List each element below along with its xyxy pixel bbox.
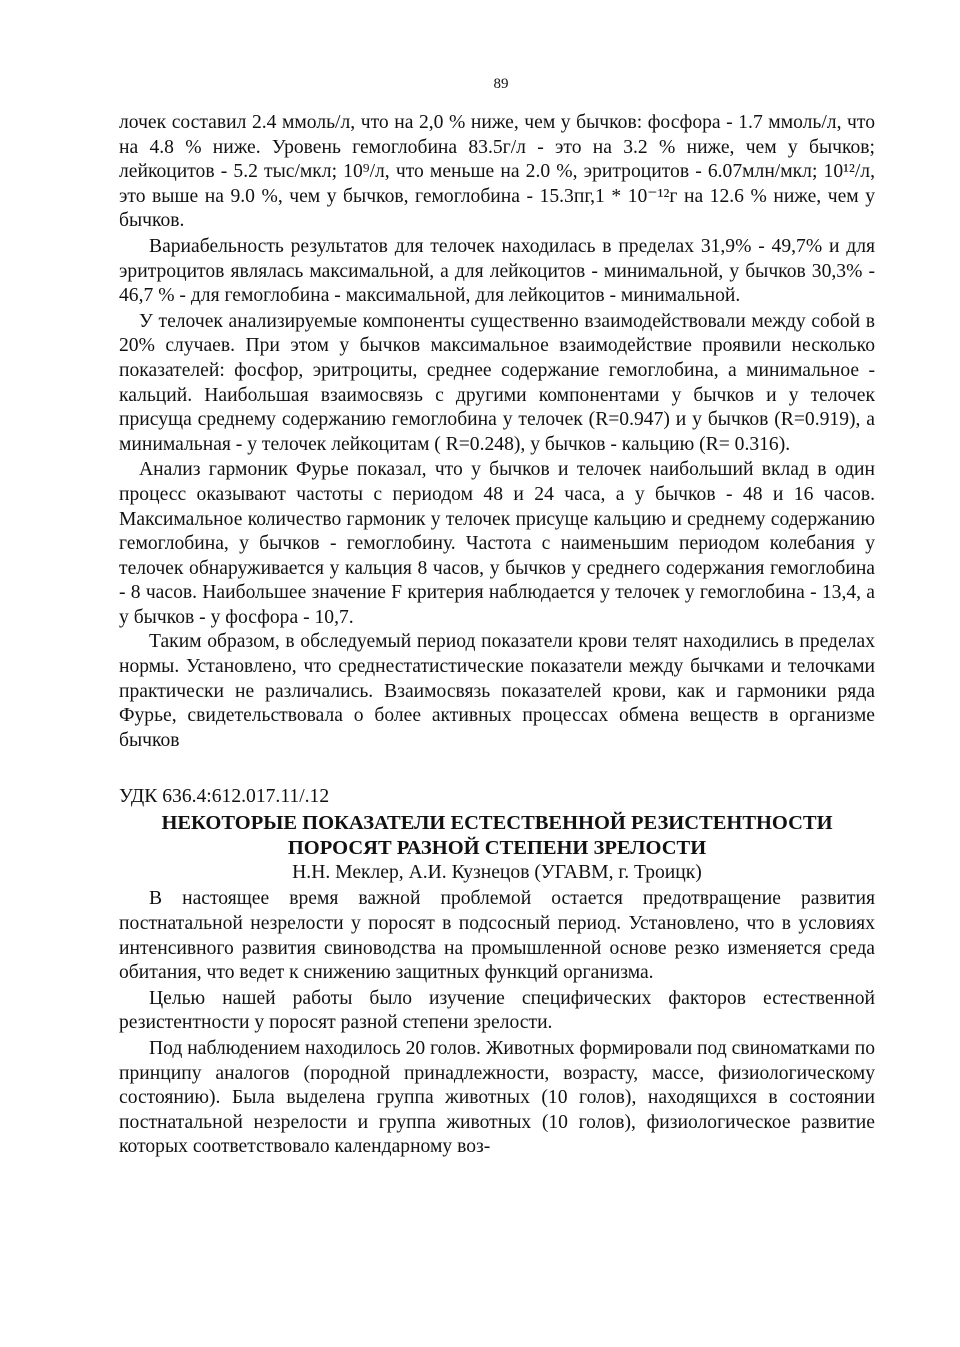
page-number: 89 xyxy=(493,76,509,92)
document-page xyxy=(119,76,875,1160)
article-paragraph-aim: Целью нашей работы было изучение специфических факторов естественной резистентности у поросят разной степени зрелости. xyxy=(119,987,875,1034)
paragraph-interaction: У телочек анализируемые компоненты существенно взаимодействовали между собой в 20% случаев. При этом у бычков максимальное взаимодействие проявили несколько показателей: фосфор, эритроциты, среднее содержание гемоглобина, а минимальное - кальций. Наибольшая взаимосвязь с другими компонентами у бычков и у телочек присуща среднему содержанию гемоглобина у телочек (R=0.947) и у бычков (R=0.919), а минимальная - у телочек лейкоцитам ( R=0.248), у бычков - кальцию (R= 0.316). xyxy=(119,310,875,455)
paragraph-variability: Вариабельность результатов для телочек находилась в пределах 31,9% - 49,7% и для эритроцитов являлась максимальной, а для лейкоцитов - минимальной, у бычков 30,3% - 46,7 % - для гемоглобина - максимальной, для лейкоцитов - минимальной. xyxy=(119,235,875,307)
paragraph-continued: лочек составил 2.4 ммоль/л, что на 2,0 % ниже, чем у бычков: фосфора - 1.7 ммоль/л, что на 4.8 % ниже. Уровень гемоглобина 83.5г/л - это на 3.2 % ниже, чем у бычков; лейкоцитов - 5.2 тыс/мкл; 10⁹/л, что меньше на 2.0 %, эритроцитов - 6.07млн/мкл; 10¹²/л, это выше на 9.0 %, чем у бычков, гемоглобина - 15.3пг,1 * 10⁻¹²г на 12.6 % ниже, чем у бычков. xyxy=(119,112,875,232)
paragraph-fourier: Анализ гармоник Фурье показал, что у бычков и телочек наибольший вклад в один процесс оказывают частоты с периодом 48 и 24 часа, а у бычков - 48 и 16 часов. Максимальное количество гармоник у телочек присуще кальцию и среднему содержанию гемоглобина, у бычков - гемоглобину. Частота с наименьшим периодом колебания у телочек обнаруживается у кальция 8 часов, у бычков у среднего содержания гемоглобина - 8 часов. Наибольшее значение F критерия наблюдается у телочек у гемоглобина - 13,4, а у бычков - у фосфора - 10,7. xyxy=(119,459,875,628)
udk-code: УДК 636.4:612.017.11/.12 xyxy=(119,786,330,808)
paragraph-conclusion: Таким образом, в обследуемый период показатели крови телят находились в пределах нормы. Установлено, что среднестатистические показатели между бычками и телочками практически не различались. Взаимосвязь показателей крови, как и гармоники ряда Фурье, свидетельствовала о более активных процессах обмена веществ в организме бычков xyxy=(119,631,875,751)
article-paragraph-method: Под наблюдением находилось 20 голов. Животных формировали под свиноматками по принципу аналогов (породной принадлежности, возрасту, массе, физиологическому состоянию). Была выделена группа животных (10 голов), находящихся в состоянии постнатальной незрелости и группа животных (10 голов), физиологическое развитие которых соответствовало календарному воз- xyxy=(119,1038,875,1158)
article-title-line-2: ПОРОСЯТ РАЗНОЙ СТЕПЕНИ ЗРЕЛОСТИ xyxy=(287,837,707,860)
article-title xyxy=(119,811,875,861)
article-title-line-1: НЕКОТОРЫЕ ПОКАЗАТЕЛИ ЕСТЕСТВЕННОЙ РЕЗИСТЕНТНОСТИ xyxy=(161,812,833,835)
article-paragraph-intro: В настоящее время важной проблемой остается предотвращение развития постнатальной незрелости у поросят в подсосный период. Установлено, что в условиях интенсивного развития свиноводства на промышленной основе резко изменяется среда обитания, что ведет к снижению защитных функций организма. xyxy=(119,888,875,984)
article-authors: Н.Н. Меклер, А.И. Кузнецов (УГАВМ, г. Троицк) xyxy=(292,862,702,884)
